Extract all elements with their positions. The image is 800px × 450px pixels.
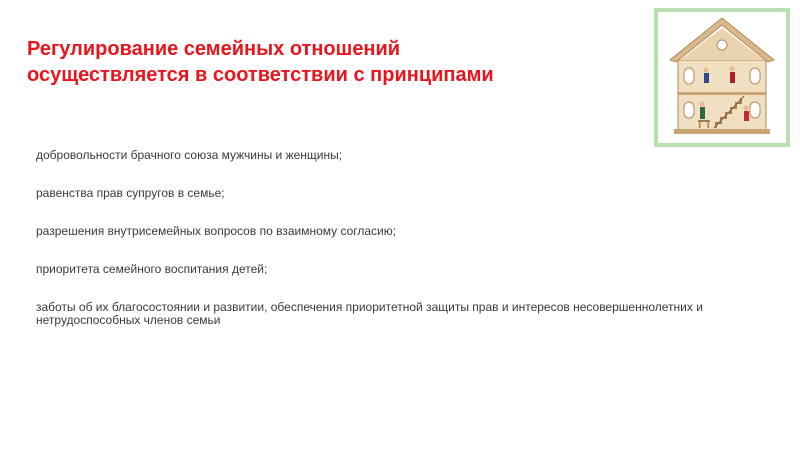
principle-item: равенства прав супругов в семье; xyxy=(36,186,225,200)
dollhouse-image xyxy=(658,12,786,143)
principles-list xyxy=(36,149,716,352)
principle-item: добровольности брачного союза мужчины и женщины; xyxy=(36,148,343,162)
dollhouse-photo-frame xyxy=(654,8,790,147)
principle-item: разрешения внутрисемейных вопросов по взаимному согласию; xyxy=(36,224,397,238)
slide-title: Регулирование семейных отношений осуществляется в соответствии с принципами xyxy=(27,38,494,86)
principle-item: приоритета семейного воспитания детей; xyxy=(36,262,268,276)
dollhouse-icon xyxy=(658,12,786,143)
principle-item: заботы об их благосостоянии и развитии, обеспечения приоритетной защиты прав и интересов несовершеннолетних и нетрудоспособных членов семьи xyxy=(36,300,703,327)
